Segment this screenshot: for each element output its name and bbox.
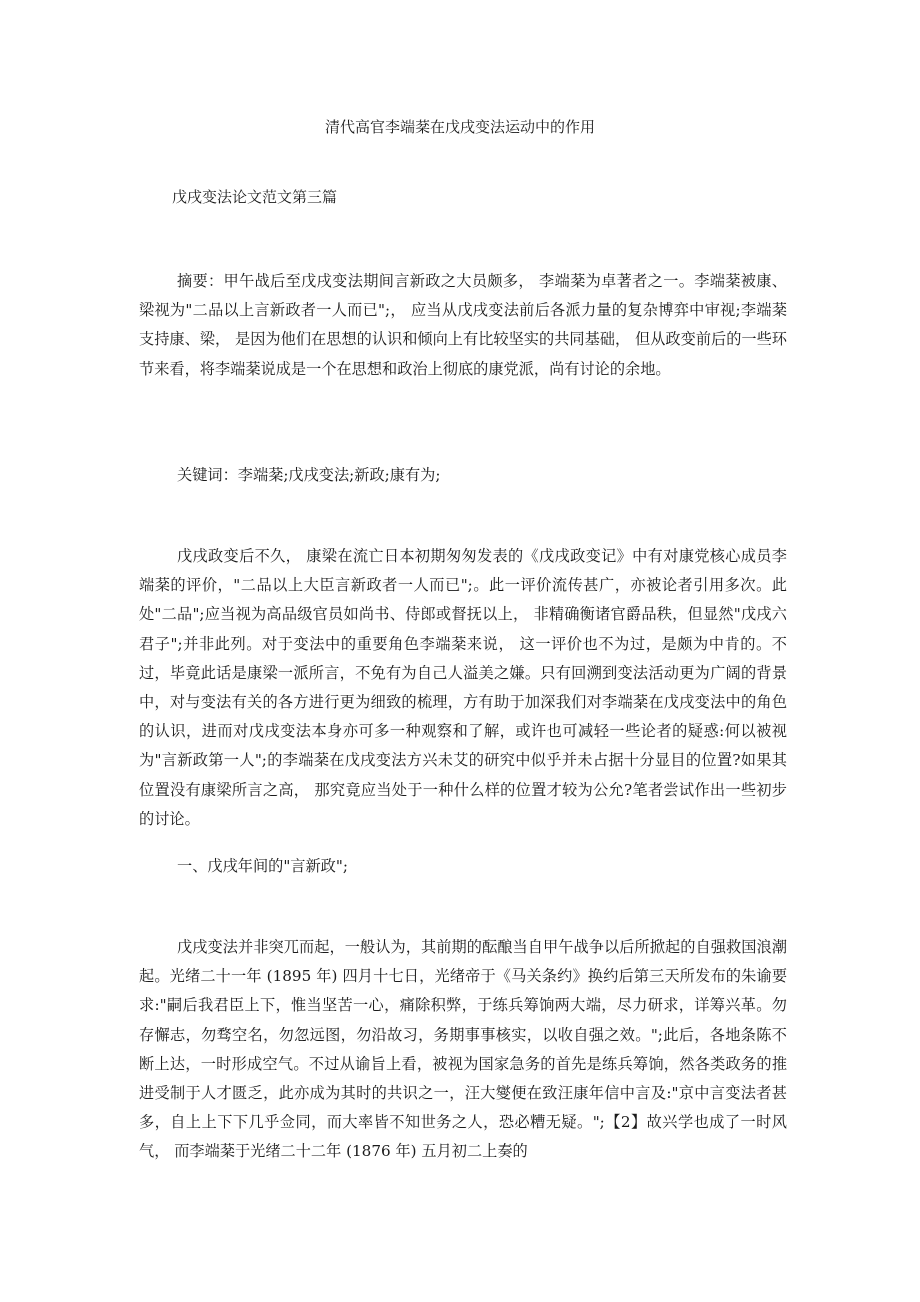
- document-subtitle: 戊戌变法论文范文第三篇: [172, 188, 338, 206]
- body-paragraph-1: 戊戌政变后不久， 康梁在流亡日本初期匆匆发表的《戊戌政变记》中有对康党核心成员李端棻的评价，"二品以上大臣言新政者一人而已";。此一评价流传甚广，亦被论者引用多次。此处"二品";应当视为高品级官员如尚书、侍郎或督抚以上， 非精确衡诸官爵品秩，但显然"戊戌六君子";并非此列。对于变法中的重要角色李端棻来说， 这一评价也不为过，是颇为中肯的。不过，毕竟此话是康梁一派所言，不免有为自己人溢美之嫌。只有回溯到变法活动更为广阔的背景中，对与变法有关的各方进行更为细致的梳理，方有助于加深我们对李端棻在戊戌变法中的角色的认识，进而对戊戌变法本身亦可多一种观察和了解，或许也可减轻一些论者的疑惑:何以被视为"言新政第一人";的李端棻在戊戌变法方兴未艾的研究中似乎并未占据十分显目的位置?如果其位置没有康梁所言之高， 那究竟应当处于一种什么样的位置才较为公允?笔者尝试作出一些初步的讨论。: [139, 547, 787, 828]
- keywords-line: 关键词：李端棻;戊戌变法;新政;康有为;: [177, 466, 441, 484]
- document-title: 清代高官李端棻在戊戌变法运动中的作用: [324, 118, 595, 136]
- section-heading: 一、戊戌年间的"言新政";: [177, 857, 348, 875]
- body-paragraph-2: 戊戌变法并非突兀而起，一般认为，其前期的酝酿当自甲午战争以后所掀起的自强救国浪潮起。光绪二十一年 (1895 年) 四月十七日，光绪帝于《马关条约》换约后第三天所发布的朱谕要求:"嗣后我君臣上下，惟当坚苦一心，痛除积弊，于练兵筹饷两大端，尽力研求，详筹兴革。勿存懈志，勿骛空名，勿忽远图，勿沿故习，务期事事核实，以收自强之效。";此后，各地条陈不断上达，一时形成空气。不过从谕旨上看，被视为国家急务的首先是练兵筹饷，然各类政务的推进受制于人才匮乏，此亦成为其时的共识之一，汪大燮便在致汪康年信中言及:"京中言变法者甚多，自上上下下几乎佥同，而大率皆不知世务之人，恐必糟无疑。";【2】故兴学也成了一时风气， 而李端棻于光绪二十二年 (1876 年) 五月初二上奏的: [139, 938, 787, 1161]
- abstract-paragraph: 摘要：甲午战后至戊戌变法期间言新政之大员颇多， 李端棻为卓著者之一。李端棻被康、梁视为"二品以上言新政者一人而已";， 应当从戊戌变法前后各派力量的复杂博弈中审视;李端棻支持康、梁， 是因为他们在思想的认识和倾向上有比较坚实的共同基础， 但从政变前后的一些环节来看，将李端棻说成是一个在思想和政治上彻底的康党派，尚有讨论的余地。: [139, 272, 787, 378]
